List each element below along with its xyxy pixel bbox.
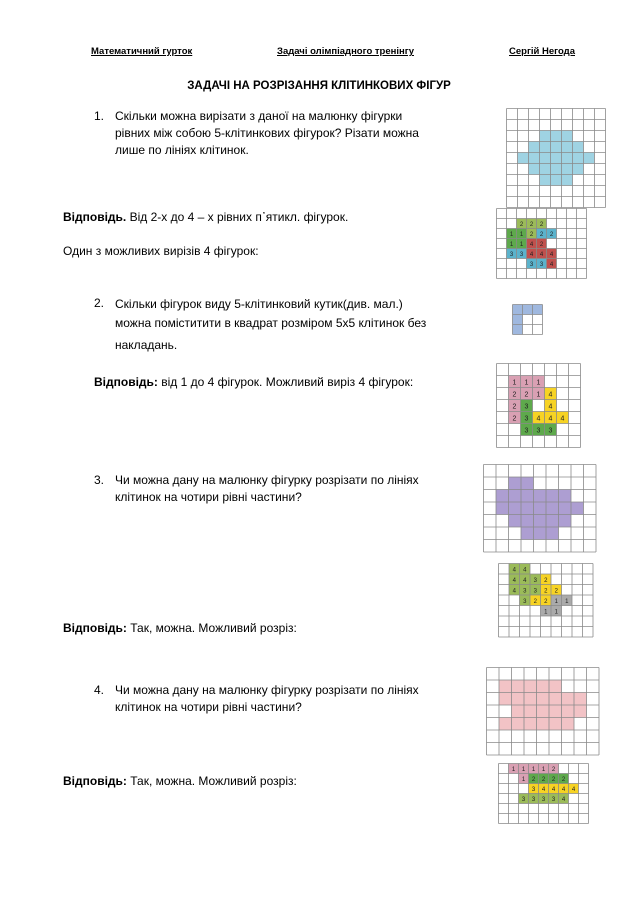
grid-cell — [562, 153, 573, 164]
grid-cell — [584, 153, 595, 164]
grid-cell-label: 2 — [561, 777, 566, 783]
grid-cell — [496, 490, 509, 503]
grid-cell-label: 1 — [554, 609, 558, 616]
answer-4 — [63, 773, 297, 790]
grid-cell-label: 1 — [524, 379, 529, 387]
grid-cell-label: 2 — [539, 242, 544, 248]
grid-cell-label: 2 — [554, 588, 558, 595]
grid-cell-label: 4 — [548, 403, 553, 411]
grid-cell — [574, 693, 587, 706]
grid-cell-label: 3 — [533, 588, 537, 595]
grid-cell-label: 4 — [512, 588, 516, 595]
grid-corner-shape — [512, 304, 543, 335]
grid-answer-2 — [496, 363, 581, 448]
grid-cell-label: 1 — [521, 767, 526, 773]
problem-2-line: накладань. — [115, 338, 178, 352]
header-right: Сергій Негода — [509, 46, 575, 57]
grid-cell-label: 1 — [531, 767, 536, 773]
grid-cell — [540, 131, 551, 142]
grid-cell — [551, 164, 562, 175]
grid-cell — [529, 164, 540, 175]
grid-cell — [534, 515, 547, 528]
grid-cell-label: 4 — [541, 787, 546, 793]
grid-cell-label: 1 — [541, 767, 546, 773]
grid-cell-label: 2 — [519, 222, 524, 228]
grid-cell-label: 2 — [551, 777, 556, 783]
grid-cell — [513, 325, 523, 335]
grid-cell — [559, 502, 572, 515]
grid-cell-label: 3 — [521, 797, 526, 803]
grid-cell-label: 1 — [509, 242, 514, 248]
problem-1-line: Скільки можна вирізати з даної на малюнку фігурки — [115, 109, 403, 123]
grid-cell-label: 2 — [529, 232, 534, 238]
problem-2-line: Скільки фігурок виду 5-клітинковий кутик(див. мал.) — [115, 297, 403, 311]
grid-cell — [549, 705, 562, 718]
grid-cell — [529, 153, 540, 164]
grid-cell — [512, 718, 525, 731]
problem-1-line: рівних між собою 5-клітинкових фігурок? Різати можна — [115, 126, 419, 140]
grid-cell — [549, 718, 562, 731]
grid-cell — [571, 502, 584, 515]
grid-cell — [524, 680, 537, 693]
grid-cell — [551, 153, 562, 164]
problem-2-text — [115, 295, 426, 355]
problem-2-line: можна поміститити в квадрат розміром 5х5 клітинок без — [115, 316, 427, 330]
grid-cell — [562, 705, 575, 718]
grid-cell — [512, 705, 525, 718]
problem-4-line: Чи можна дану на малюнку фігурку розрізати по лініях — [115, 683, 419, 697]
grid-figure-4 — [486, 667, 600, 756]
grid-cell — [529, 142, 540, 153]
problem-4-text — [115, 682, 419, 716]
answer-text: Від 2-х до 4 – х рівних п᾽ятикл. фігурок. — [126, 210, 349, 224]
grid-cell — [562, 693, 575, 706]
grid-cell — [509, 502, 522, 515]
grid-cell — [534, 502, 547, 515]
grid-cell-label: 2 — [539, 232, 544, 238]
grid-cell — [562, 175, 573, 186]
grid-cell — [574, 705, 587, 718]
grid-cell — [524, 705, 537, 718]
grid-cell-label: 3 — [536, 427, 541, 435]
grid-cell-label: 2 — [512, 403, 517, 411]
grid-cell-label: 1 — [509, 232, 514, 238]
grid-cell — [521, 477, 534, 490]
grid-cell-label: 4 — [539, 252, 544, 258]
answer-label: Відповідь: — [94, 375, 158, 389]
grid-cell — [513, 305, 523, 315]
grid-cell — [524, 693, 537, 706]
page-title: ЗАДАЧІ НА РОЗРІЗАННЯ КЛІТИНКОВИХ ФІГУР — [187, 80, 451, 92]
grid-cell — [537, 705, 550, 718]
grid-cell — [546, 527, 559, 540]
grid-cell — [573, 142, 584, 153]
grid-cell-label: 2 — [541, 777, 546, 783]
grid-cell-label: 2 — [544, 588, 548, 595]
grid-cell-label: 2 — [539, 222, 544, 228]
grid-cell-label: 3 — [524, 415, 529, 423]
problem-1-number: 1. — [94, 109, 105, 123]
grid-cell-label: 1 — [536, 379, 541, 387]
grid-cell — [573, 164, 584, 175]
grid-cell-label: 3 — [523, 598, 527, 605]
grid-cell — [540, 175, 551, 186]
grid-cell — [534, 490, 547, 503]
grid-cell — [549, 680, 562, 693]
answer-label: Відповідь: — [63, 621, 127, 635]
grid-cell — [499, 680, 512, 693]
grid-cell — [512, 680, 525, 693]
grid-cell — [499, 693, 512, 706]
problem-3-line: клітинок на чотири рівні частини? — [115, 490, 302, 504]
answer-text: від 1 до 4 фігурок. Можливий виріз 4 фігурок: — [157, 375, 414, 389]
grid-cell — [551, 175, 562, 186]
grid-answer-3 — [498, 563, 594, 638]
grid-cell-label: 4 — [548, 391, 553, 399]
grid-cell-label: 3 — [533, 577, 537, 584]
answer-label: Відповідь. — [63, 210, 127, 224]
grid-answer-4 — [498, 763, 589, 824]
grid-cell-label: 2 — [544, 598, 548, 605]
grid-cell — [562, 142, 573, 153]
grid-cell-label: 1 — [521, 777, 526, 783]
grid-cell — [562, 718, 575, 731]
grid-cell-label: 2 — [529, 222, 534, 228]
grid-cell-label: 3 — [523, 588, 527, 595]
grid-cell — [496, 502, 509, 515]
problem-3-line: Чи можна дану на малюнку фігурку розрізати по лініях — [115, 473, 419, 487]
grid-cell — [540, 153, 551, 164]
grid-cell-label: 3 — [524, 403, 529, 411]
grid-cell-label: 3 — [524, 427, 529, 435]
grid-cell-label: 1 — [544, 609, 548, 616]
answer-1 — [63, 209, 348, 226]
grid-cell-label: 2 — [533, 598, 537, 605]
grid-cell — [546, 502, 559, 515]
problem-1-line: лише по лініях клітинок. — [115, 143, 249, 157]
grid-cell-label: 1 — [554, 598, 558, 605]
answer-1-note: Один з можливих вирізів 4 фігурок: — [63, 244, 259, 258]
grid-cell-label: 4 — [548, 415, 553, 423]
grid-cell — [559, 490, 572, 503]
grid-cell — [559, 515, 572, 528]
grid-cell-label: 4 — [571, 787, 576, 793]
grid-cell — [523, 305, 533, 315]
grid-cell-label: 4 — [551, 787, 556, 793]
grid-figure-1 — [506, 108, 606, 208]
grid-cell — [551, 131, 562, 142]
grid-cell — [521, 527, 534, 540]
problem-4-number: 4. — [94, 683, 105, 697]
grid-cell — [537, 693, 550, 706]
grid-cell-label: 2 — [512, 391, 517, 399]
problem-3-number: 3. — [94, 473, 105, 487]
grid-cell-label: 2 — [551, 767, 556, 773]
grid-cell — [521, 490, 534, 503]
grid-cell-label: 4 — [561, 787, 566, 793]
answer-text: Так, можна. Можливий розріз: — [126, 774, 297, 788]
grid-cell-label: 1 — [519, 232, 524, 238]
grid-cell-label: 1 — [512, 379, 517, 387]
grid-cell-label: 3 — [541, 797, 546, 803]
grid-cell-label: 4 — [512, 577, 516, 584]
grid-cell-label: 4 — [549, 252, 554, 258]
answer-3 — [63, 620, 297, 637]
grid-cell-label: 4 — [523, 567, 527, 574]
grid-cell — [521, 502, 534, 515]
grid-cell-label: 3 — [519, 252, 524, 258]
grid-cell-label: 3 — [548, 427, 553, 435]
grid-cell-label: 4 — [529, 252, 534, 258]
grid-cell-label: 4 — [512, 567, 516, 574]
grid-cell-label: 3 — [551, 797, 556, 803]
grid-cell — [546, 490, 559, 503]
answer-text: Так, можна. Можливий розріз: — [126, 621, 297, 635]
grid-cell-label: 4 — [536, 415, 541, 423]
grid-cell-label: 1 — [511, 767, 516, 773]
grid-cell-label: 1 — [565, 598, 569, 605]
grid-cell — [573, 153, 584, 164]
grid-cell — [537, 718, 550, 731]
grid-answer-1 — [496, 208, 587, 279]
grid-cell — [562, 164, 573, 175]
grid-cell — [513, 315, 523, 325]
grid-cell — [512, 693, 525, 706]
grid-cell — [521, 515, 534, 528]
grid-cell — [537, 680, 550, 693]
grid-cell-label: 2 — [512, 415, 517, 423]
grid-cell-label: 4 — [549, 262, 554, 268]
answer-label: Відповідь: — [63, 774, 127, 788]
grid-cell-label: 3 — [531, 787, 536, 793]
grid-cell-label: 3 — [509, 252, 514, 258]
grid-cell-label: 3 — [531, 797, 536, 803]
problem-1-text — [115, 108, 419, 159]
grid-cell — [546, 515, 559, 528]
grid-cell-label: 2 — [544, 577, 548, 584]
grid-cell-label: 2 — [524, 391, 529, 399]
grid-cell — [540, 142, 551, 153]
header-left: Математичний гурток — [91, 46, 193, 57]
grid-cell — [509, 477, 522, 490]
grid-cell-label: 2 — [531, 777, 536, 783]
grid-cell — [509, 515, 522, 528]
grid-cell — [534, 527, 547, 540]
grid-cell — [562, 131, 573, 142]
problem-2-number: 2. — [94, 296, 105, 310]
grid-cell-label: 4 — [560, 415, 565, 423]
grid-figure-3 — [483, 464, 597, 553]
grid-cell-label: 4 — [561, 797, 566, 803]
grid-cell-label: 4 — [523, 577, 527, 584]
problem-3-text — [115, 472, 419, 506]
grid-cell — [549, 693, 562, 706]
grid-cell-label: 4 — [529, 242, 534, 248]
grid-cell — [524, 718, 537, 731]
grid-cell — [518, 153, 529, 164]
answer-2 — [94, 374, 413, 391]
problem-4-line: клітинок на чотири рівні частини? — [115, 700, 302, 714]
grid-cell — [540, 164, 551, 175]
grid-cell-label: 3 — [529, 262, 534, 268]
grid-cell-label: 1 — [536, 391, 541, 399]
grid-cell-label: 1 — [519, 242, 524, 248]
header-center: Задачі олімпіадного тренінгу — [277, 46, 414, 57]
grid-cell — [499, 718, 512, 731]
grid-cell-label: 2 — [549, 232, 554, 238]
grid-cell-label: 3 — [539, 262, 544, 268]
grid-cell — [509, 490, 522, 503]
grid-cell — [533, 305, 543, 315]
grid-cell — [551, 142, 562, 153]
